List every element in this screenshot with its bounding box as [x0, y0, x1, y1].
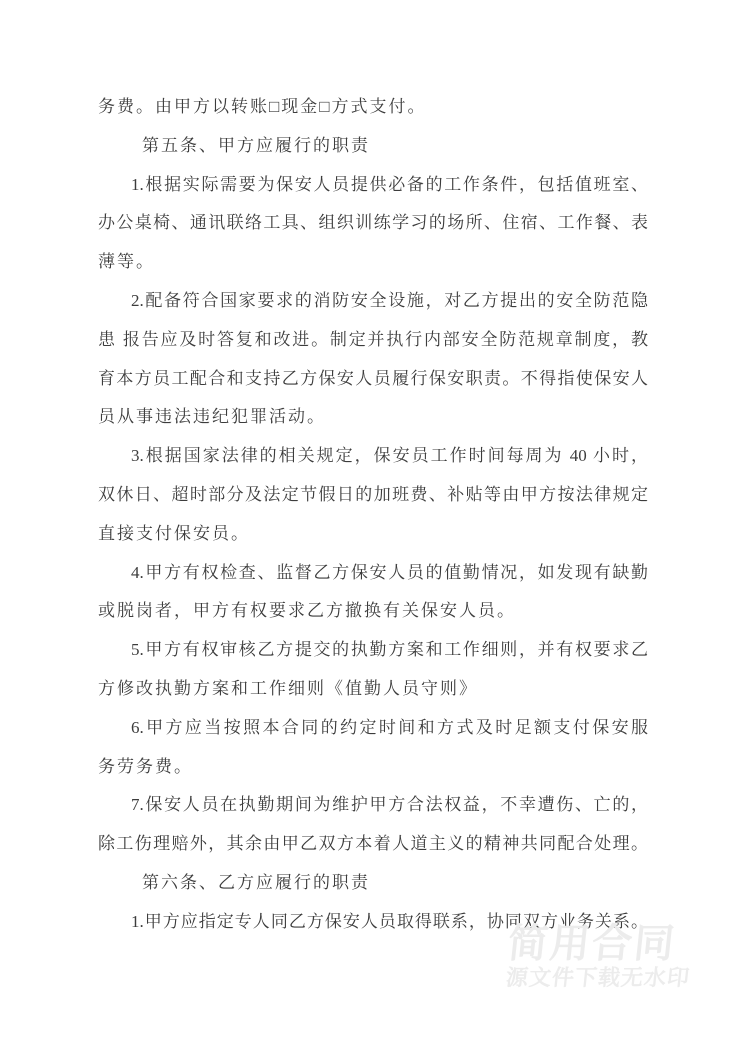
text-line: 患 报告应及时答复和改进。制定并执行内部安全防范规章制度，教 [98, 329, 648, 349]
text-line: 员从事违法违纪犯罪活动。 [98, 407, 326, 427]
text-line: 第六条、乙方应履行的职责 [142, 872, 370, 892]
watermark-tagline-text: 源文件下载无水印 [504, 965, 692, 990]
text-line: 3.根据国家法律的相关规定，保安员工作时间每周为 40 小时， [131, 446, 648, 466]
text-line: 双休日、超时部分及法定节假日的加班费、补贴等由甲方按法律规定 [98, 484, 648, 504]
text-line: 薄等。 [98, 252, 155, 272]
text-line: 育本方员工配合和支持乙方保安人员履行保安职责。不得指使保安人 [98, 368, 648, 388]
text-line: 2.配备符合国家要求的消防安全设施，对乙方提出的安全防范隐 [131, 290, 648, 310]
document-body [98, 88, 648, 942]
text-line: 第五条、甲方应履行的职责 [142, 135, 370, 155]
text-line: 除工伤理赔外，其余由甲乙双方本着人道主义的精神共同配合处理。 [98, 834, 648, 854]
text-line: 1.甲方应指定专人同乙方保安人员取得联系，协同双方业务关系。 [131, 911, 648, 931]
text-line: 6.甲方应当按照本合同的约定时间和方式及时足额支付保安服 [131, 717, 648, 737]
watermark-brand-text: 简用合同 [505, 922, 679, 966]
text-line: 办公桌椅、通讯联络工具、组织训练学习的场所、住宿、工作餐、表 [98, 213, 648, 233]
text-line: 4.甲方有权检查、监督乙方保安人员的值勤情况，如发现有缺勤 [131, 562, 648, 582]
text-line: 或脱岗者，甲方有权要求乙方撤换有关保安人员。 [98, 601, 516, 621]
text-line: 7.保安人员在执勤期间为维护甲方合法权益，不幸遭伤、亡的， [131, 795, 648, 815]
text-line: 方修改执勤方案和工作细则《值勤人员守则》 [98, 678, 478, 698]
text-line: 务费。由甲方以转账□现金□方式支付。 [98, 97, 427, 116]
text-line: 1.根据实际需要为保安人员提供必备的工作条件，包括值班室、 [131, 174, 648, 194]
text-line: 直接支付保安员。 [98, 523, 250, 543]
text-line: 务劳务费。 [98, 756, 193, 776]
text-line: 5.甲方有权审核乙方提交的执勤方案和工作细则，并有权要求乙 [131, 640, 648, 660]
